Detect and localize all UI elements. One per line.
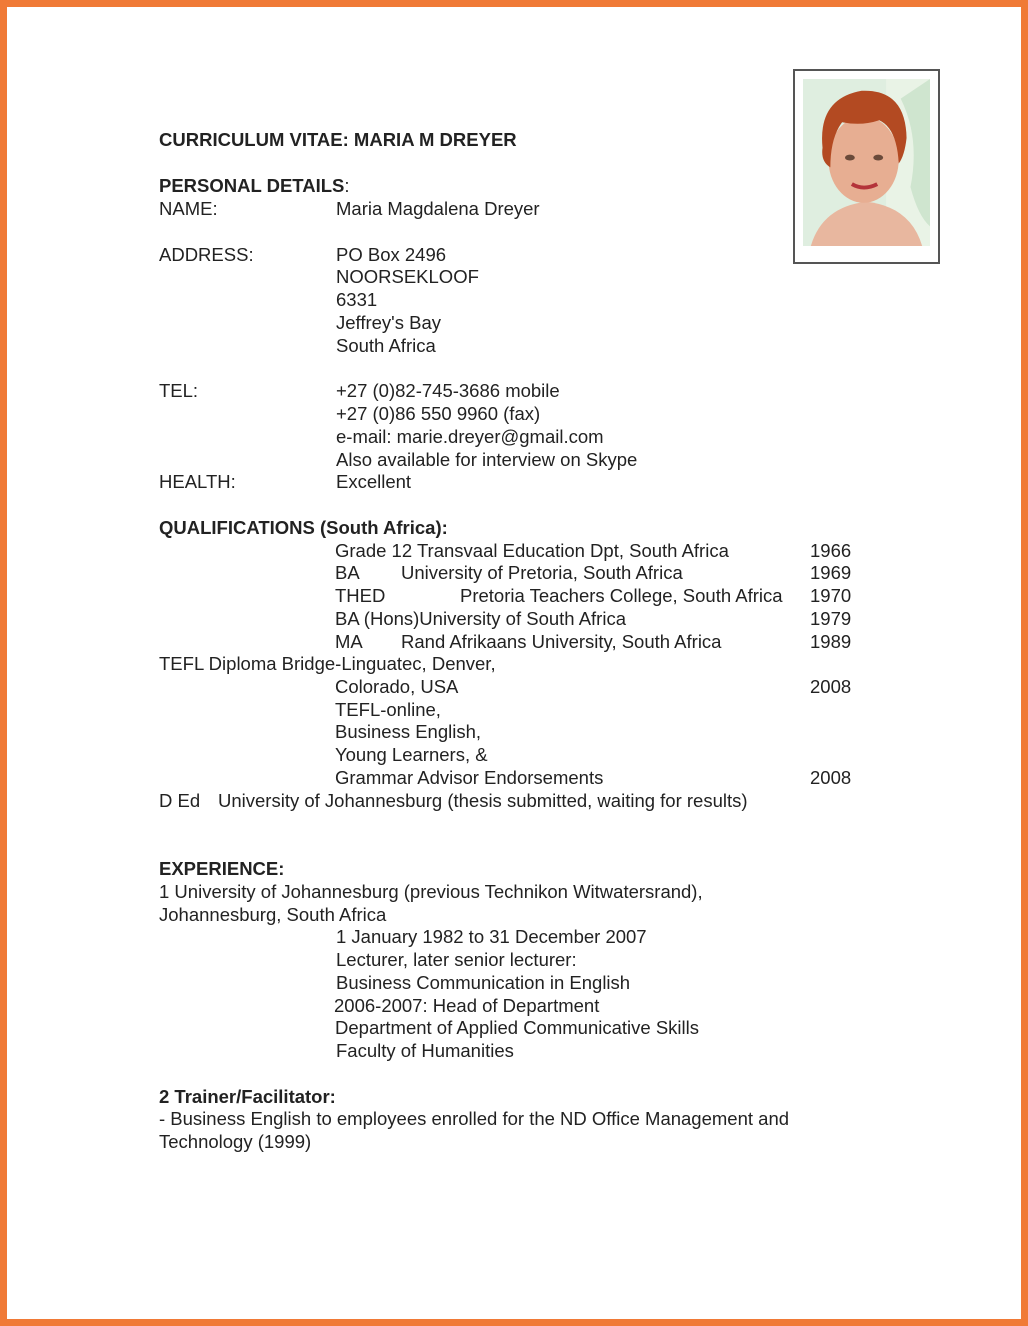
experience-heading: EXPERIENCE:: [159, 858, 285, 879]
personal-details-heading: PERSONAL DETAILS: [159, 175, 345, 196]
qualification-institution: Pretoria Teachers College, South Africa: [460, 585, 783, 606]
experience-detail: Business Communication in English: [336, 972, 631, 993]
tel-line: Also available for interview on Skype: [336, 449, 638, 470]
health-label: HEALTH:: [159, 471, 236, 492]
address-line: Jeffrey's Bay: [336, 312, 441, 333]
experience-detail: Lecturer, later senior lecturer:: [336, 949, 577, 970]
name-value: Maria Magdalena Dreyer: [336, 198, 540, 219]
trainer-heading: 2 Trainer/Facilitator:: [159, 1086, 336, 1107]
qualification-text: Grade 12 Transvaal Education Dpt, South Africa: [335, 540, 729, 561]
tefl-detail: Young Learners, &: [335, 744, 488, 765]
cv-title: CURRICULUM VITAE: MARIA M DREYER: [159, 129, 517, 150]
experience-item-line: 1 University of Johannesburg (previous Technikon Witwatersrand),: [159, 881, 703, 902]
experience-item-line: Johannesburg, South Africa: [159, 904, 387, 925]
qualification-abbr: MA: [335, 631, 363, 652]
profile-photo: [793, 69, 940, 264]
tefl-detail: Colorado, USA: [335, 676, 459, 697]
trainer-line: - Business English to employees enrolled for the ND Office Management and: [159, 1108, 790, 1129]
trainer-line: Technology (1999): [159, 1131, 312, 1152]
tefl-diploma-line: TEFL Diploma Bridge-Linguatec, Denver,: [159, 653, 496, 674]
qualification-abbr: THED: [335, 585, 386, 606]
qualification-year: 1969: [810, 562, 852, 583]
qualification-institution: Rand Afrikaans University, South Africa: [401, 631, 722, 652]
ded-abbr: D Ed: [159, 790, 201, 811]
address-line: NOORSEKLOOF: [336, 266, 479, 287]
address-line: 6331: [336, 289, 378, 310]
tefl-year: 2008: [810, 767, 852, 788]
tefl-detail: Business English,: [335, 721, 482, 742]
tefl-detail: Grammar Advisor Endorsements: [335, 767, 604, 788]
tel-line: +27 (0)82-745-3686 mobile: [336, 380, 560, 401]
qualification-abbr: BA: [335, 562, 360, 583]
ded-text: University of Johannesburg (thesis submitted, waiting for results): [218, 790, 748, 811]
qualification-institution: University of Pretoria, South Africa: [401, 562, 683, 583]
qualification-year: 1979: [810, 608, 852, 629]
name-label: NAME:: [159, 198, 218, 219]
tel-label: TEL:: [159, 380, 199, 401]
qualification-year: 1970: [810, 585, 852, 606]
address-label: ADDRESS:: [159, 244, 254, 265]
address-line: PO Box 2496: [336, 244, 447, 265]
qualifications-heading: QUALIFICATIONS (South Africa):: [159, 517, 448, 538]
personal-details-colon: :: [344, 175, 350, 196]
experience-detail: 1 January 1982 to 31 December 2007: [336, 926, 647, 947]
health-value: Excellent: [336, 471, 412, 492]
email-line: e-mail: marie.dreyer@gmail.com: [336, 426, 604, 447]
tefl-year: 2008: [810, 676, 852, 697]
tefl-detail: TEFL-online,: [335, 699, 441, 720]
address-line: South Africa: [336, 335, 436, 356]
experience-detail: Department of Applied Communicative Skills: [335, 1017, 699, 1038]
experience-detail: Faculty of Humanities: [336, 1040, 514, 1061]
experience-detail: 2006-2007: Head of Department: [334, 995, 600, 1016]
qualification-year: 1989: [810, 631, 852, 652]
tel-line: +27 (0)86 550 9960 (fax): [336, 403, 541, 424]
qualification-text: BA (Hons)University of South Africa: [335, 608, 626, 629]
qualification-year: 1966: [810, 540, 852, 561]
personal-details-heading-row: [159, 175, 350, 197]
